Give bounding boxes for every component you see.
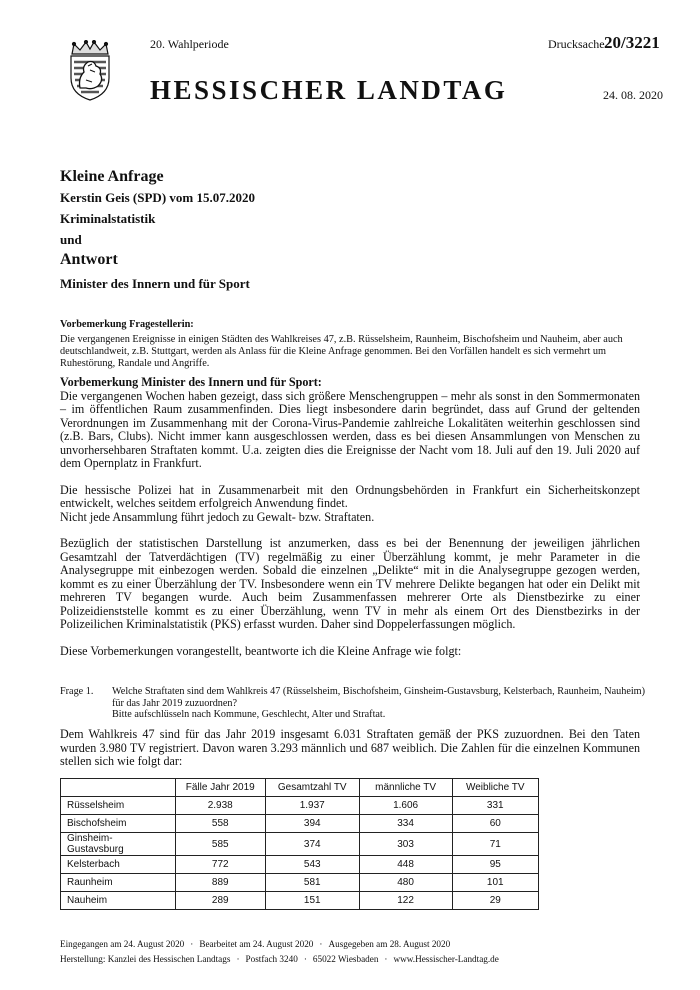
table-cell: Rüsselsheim <box>61 797 176 815</box>
frage-1-text-2: Bitte aufschlüsseln nach Kommune, Geschlecht, Alter und Straftat. <box>112 709 386 720</box>
und-line: und <box>60 232 82 247</box>
table-cell: 60 <box>452 815 538 833</box>
frage-1 <box>60 686 645 721</box>
paragraph-2b: Nicht jede Ansammlung führt jedoch zu Gewalt- bzw. Straftaten. <box>60 509 375 524</box>
table-row <box>61 856 539 874</box>
footer-separator: · <box>303 954 307 964</box>
footer-separator: · <box>190 939 194 949</box>
table-cell: 1.606 <box>359 797 452 815</box>
table-cell: 95 <box>452 856 538 874</box>
footer-separator: · <box>384 954 388 964</box>
paragraph-4: Diese Vorbemerkungen vorangestellt, beantworte ich die Kleine Anfrage wie folgt: <box>60 643 462 658</box>
answer-1: Dem Wahlkreis 47 sind für das Jahr 2019 insgesamt 6.031 Straftaten gemäß der PKS zuzuordnen. Bei den Taten wurden 3.980 TV registriert. Davon waren 3.293 männlich und 687 weiblich. Die Zahlen für die einzelnen Kommunen stellen sich wie folgt dar: <box>60 727 640 768</box>
vorbemerkung-fragestellerin-label: Vorbemerkung Fragestellerin: <box>60 319 194 330</box>
frage-1-number: Frage 1. <box>60 686 94 697</box>
table-header <box>61 779 176 797</box>
footer-eingegangen: Eingegangen am 24. August 2020 <box>60 939 185 949</box>
table-row <box>61 797 539 815</box>
footer-dates <box>60 939 450 949</box>
footer-postfach: Postfach 3240 <box>245 954 298 964</box>
footer-publisher <box>60 954 499 964</box>
table-header: Gesamtzahl TV <box>265 779 359 797</box>
table-cell: 480 <box>359 874 452 892</box>
kleine-anfrage-heading: Kleine Anfrage <box>60 168 164 185</box>
table-cell: Ginsheim-Gustavsburg <box>61 833 176 856</box>
table-row <box>61 892 539 910</box>
heading-block <box>60 167 640 294</box>
table-cell: 71 <box>452 833 538 856</box>
footer-ort: 65022 Wiesbaden <box>312 954 379 964</box>
footer-ausgegeben: Ausgegeben am 28. August 2020 <box>328 939 451 949</box>
table-cell: 29 <box>452 892 538 910</box>
table-cell: Nauheim <box>61 892 176 910</box>
document-date: 24. 08. 2020 <box>603 88 663 102</box>
table-header: Fälle Jahr 2019 <box>175 779 265 797</box>
table-cell: 334 <box>359 815 452 833</box>
subject-line: Kriminalstatistik <box>60 211 156 226</box>
paragraph-3: Bezüglich der statistischen Darstellung ist anzumerken, dass es bei der Benennung der jeweiligen jährlichen Gesamtzahl der Tatverdächtigen (TV) regelmäßig zu einer Überzählung kommt, je mehr Parameter in die Analysegruppe mit einbezogen werden. Sobald die einzelnen „Delikte“ mit in die Analysegruppe gezogen werden, kommt es zu einer Überzählung der TV. Insbesondere wenn ein TV mehrere Delikte begangen hat oder ein Delikt mit mehreren TV begangen wurde. Auch beim Zusammenfassen mehrerer Orte als Dienstbezirke zu einer Polizeidienststelle kommt es zu einer Überzählung, wenn TV in mehr als einem Ort des Dienstbezirks in der Polizeilichen Kriminalstatistik (PKS) erfasst wurden. Daher sind Doppelerfassungen möglich. <box>60 536 640 631</box>
minister-line: Minister des Innern und für Sport <box>60 276 250 291</box>
table-cell: 581 <box>265 874 359 892</box>
table-cell: 303 <box>359 833 452 856</box>
table-cell: Kelsterbach <box>61 856 176 874</box>
table-cell: Raunheim <box>61 874 176 892</box>
vorbemerkung-minister-label: Vorbemerkung Minister des Innern und für Sport: <box>60 375 322 389</box>
table-row <box>61 833 539 856</box>
vorbemerkung-fragestellerin-text: Die vergangenen Ereignisse in einigen Städten des Wahlkreises 47, z.B. Rüsselsheim, Raunheim, Bischofsheim und Nauheim, aber auch deutschlandweit, z.B. Stuttgart, werden als Anlass für die Kleine Anfrage genommen. Bei den Vorfällen handelt es sich vermehrt um Ruhestörung, Randale und Angriffe. <box>60 334 623 369</box>
document-title: HESSISCHER LANDTAG <box>150 75 508 105</box>
paragraph-1: Die vergangenen Wochen haben gezeigt, dass sich größere Menschengruppen – mehr als sonst in den Sommermonaten – im öffentlichen Raum zusammenfinden. Dies liegt insbesondere darin begründet, dass auf Grund der geltenden Verordnungen im Zusammenhang mit der Corona-Virus-Pandemie zahlreiche Lokalitäten weiterhin geschlossen sind (z.B. Bars, Clubs). Nicht immer kann ausgeschlossen werden, dass es bei diesen Ansammlungen von Menschen zu unvorhersehbaren Straftaten kommt. U.a. zeigten dies die Ereignisse der Nacht vom 18. Juli auf den 19. Juli 2020 auf dem Opernplatz in Frankfurt. <box>60 388 640 470</box>
table-row <box>61 874 539 892</box>
hessen-coat-of-arms-logo <box>62 40 118 102</box>
wahlperiode: 20. Wahlperiode <box>150 37 229 51</box>
table-cell: 374 <box>265 833 359 856</box>
table-header-row <box>61 779 539 797</box>
frage-1-text: Welche Straftaten sind dem Wahlkreis 47 (Rüsselsheim, Bischofsheim, Ginsheim-Gustavsburg, Kelsterbach, Raunheim, Nauheim) für das Jahr 2019 zuzuordnen? <box>112 686 645 709</box>
table-cell: 122 <box>359 892 452 910</box>
antwort-heading: Antwort <box>60 251 118 268</box>
table-cell: Bischofsheim <box>61 815 176 833</box>
drucksache-number: 20/3221 <box>604 33 660 52</box>
table-cell: 394 <box>265 815 359 833</box>
table-cell: 289 <box>175 892 265 910</box>
table-cell: 2.938 <box>175 797 265 815</box>
footer-separator: · <box>319 939 323 949</box>
footer-bearbeitet: Bearbeitet am 24. August 2020 <box>199 939 314 949</box>
footer-herstellung: Herstellung: Kanzlei des Hessischen Landtags <box>60 954 231 964</box>
table-cell: 558 <box>175 815 265 833</box>
vorbemerkung-minister <box>60 376 640 671</box>
footer-web-link[interactable]: www.Hessischer-Landtag.de <box>393 954 499 964</box>
table-cell: 448 <box>359 856 452 874</box>
table-cell: 543 <box>265 856 359 874</box>
statistics-table <box>60 778 539 910</box>
table-cell: 101 <box>452 874 538 892</box>
table-header: Weibliche TV <box>452 779 538 797</box>
drucksache-label: Drucksache <box>548 37 605 51</box>
table-row <box>61 815 539 833</box>
table-cell: 331 <box>452 797 538 815</box>
table-cell: 585 <box>175 833 265 856</box>
table-cell: 151 <box>265 892 359 910</box>
vorbemerkung-fragestellerin <box>60 319 645 370</box>
table-cell: 772 <box>175 856 265 874</box>
table-cell: 1.937 <box>265 797 359 815</box>
author-line: Kerstin Geis (SPD) vom 15.07.2020 <box>60 190 255 205</box>
footer-separator: · <box>236 954 240 964</box>
table-header: männliche TV <box>359 779 452 797</box>
table-cell: 889 <box>175 874 265 892</box>
paragraph-2a: Die hessische Polizei hat in Zusammenarbeit mit den Ordnungsbehörden in Frankfurt ein Sicherheitskonzept entwickelt, welches seitdem erfolgreich Anwendung findet. <box>60 482 640 510</box>
